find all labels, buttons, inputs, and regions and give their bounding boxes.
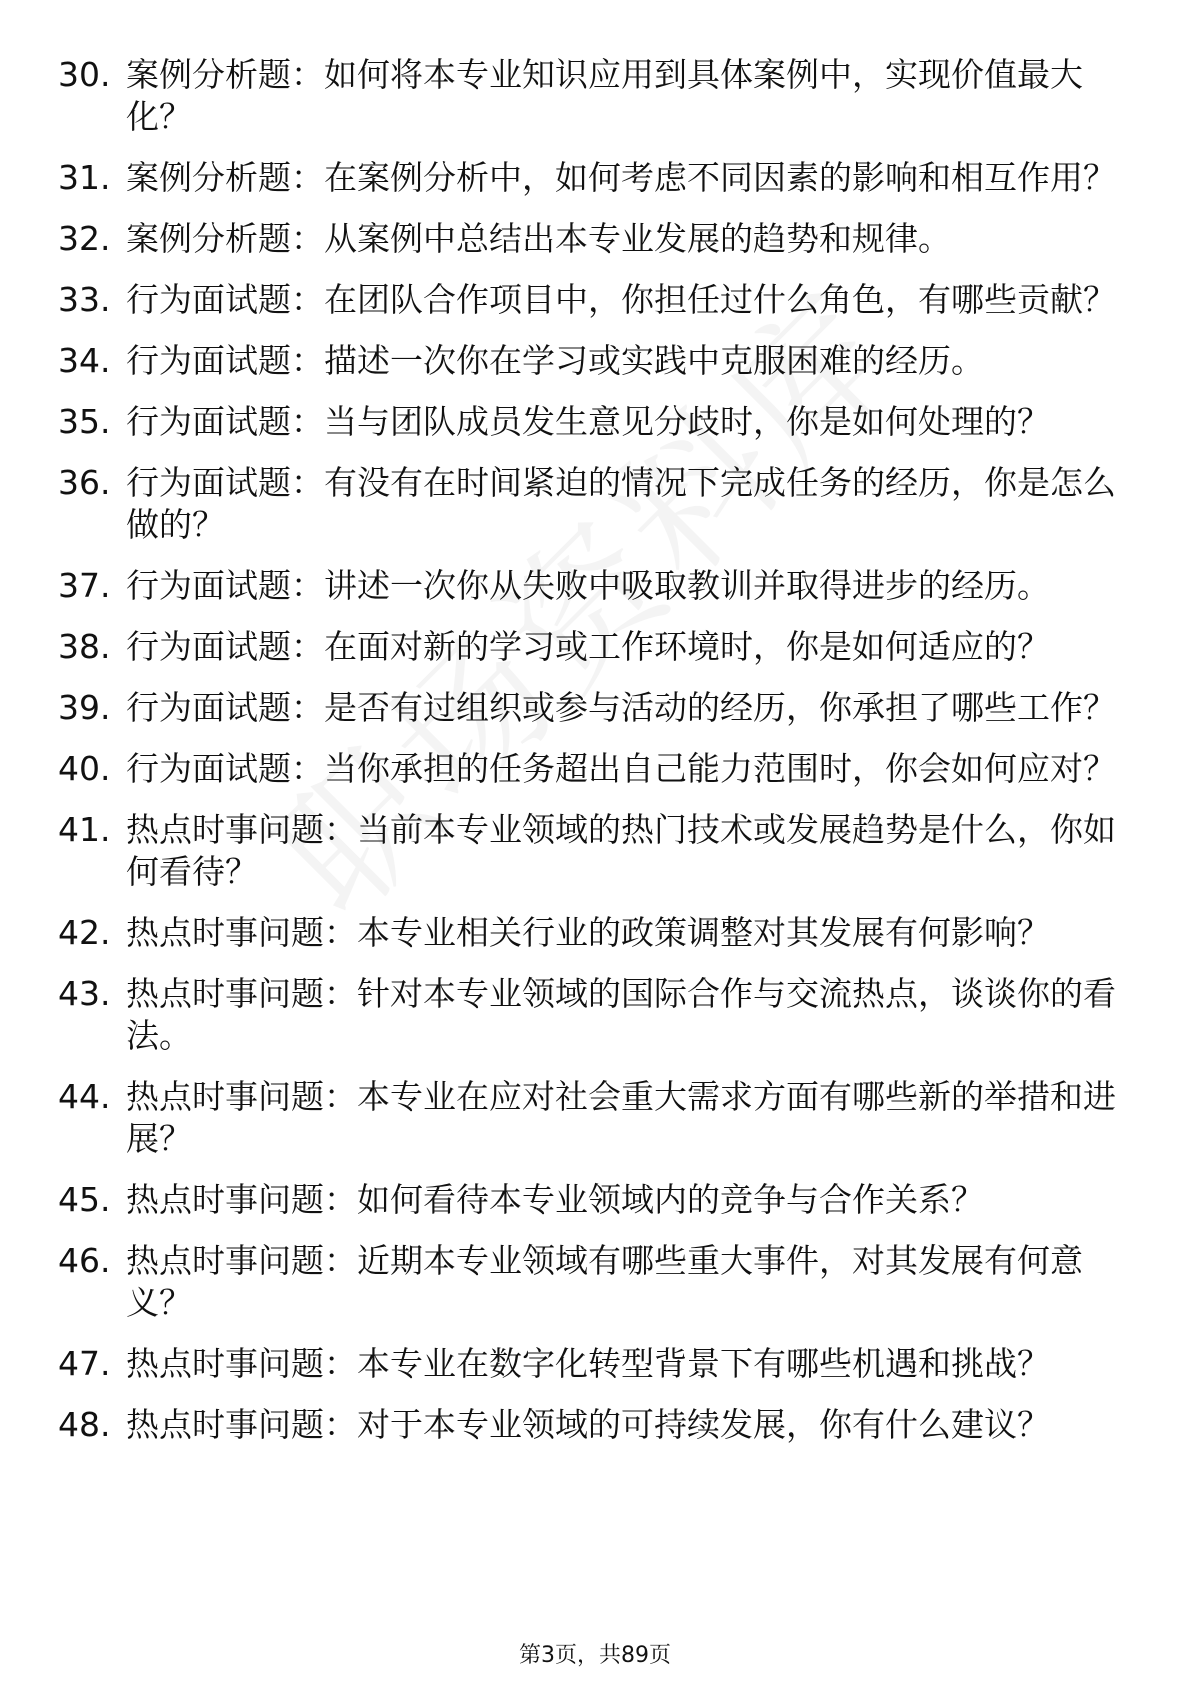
- question-number: 48.: [58, 1405, 111, 1444]
- question-item: [0, 462, 1190, 546]
- question-item: [0, 1076, 1190, 1160]
- question-number: 30.: [58, 55, 111, 94]
- question-number: 44.: [58, 1077, 111, 1116]
- question-item: [0, 54, 1190, 138]
- question-item: [0, 1179, 1190, 1221]
- question-number: 45.: [58, 1180, 111, 1219]
- question-item: [0, 687, 1190, 729]
- question-text: 案例分析题：从案例中总结出本专业发展的趋势和规律。: [126, 219, 951, 258]
- question-number: 46.: [58, 1241, 111, 1280]
- question-number: 31.: [58, 158, 111, 197]
- question-text: 行为面试题：当你承担的任务超出自己能力范围时，你会如何应对？: [126, 749, 1116, 788]
- question-item: [0, 157, 1190, 199]
- question-item: [0, 1343, 1190, 1385]
- question-item: [0, 1240, 1190, 1324]
- question-text: 热点时事问题：本专业相关行业的政策调整对其发展有何影响？: [126, 913, 1050, 952]
- question-item: [0, 626, 1190, 668]
- question-number: 33.: [58, 280, 111, 319]
- question-item: [0, 218, 1190, 260]
- question-number: 32.: [58, 219, 111, 258]
- question-number: 47.: [58, 1344, 111, 1383]
- question-list: [0, 54, 1190, 1465]
- question-number: 34.: [58, 341, 111, 380]
- question-text: 案例分析题：在案例分析中，如何考虑不同因素的影响和相互作用？: [126, 158, 1116, 197]
- question-item: [0, 912, 1190, 954]
- question-item: [0, 340, 1190, 382]
- question-item: [0, 748, 1190, 790]
- question-number: 39.: [58, 688, 111, 727]
- question-text: 热点时事问题：如何看待本专业领域内的竞争与合作关系？: [126, 1180, 984, 1219]
- question-item: [0, 565, 1190, 607]
- question-text: 行为面试题：讲述一次你从失败中吸取教训并取得进步的经历。: [126, 566, 1050, 605]
- question-number: 36.: [58, 463, 111, 502]
- question-number: 43.: [58, 974, 111, 1013]
- question-item: [0, 279, 1190, 321]
- question-item: [0, 1404, 1190, 1446]
- question-text: 行为面试题：在团队合作项目中，你担任过什么角色，有哪些贡献？: [126, 280, 1116, 319]
- question-number: 40.: [58, 749, 111, 788]
- question-text: 热点时事问题：近期本专业领域有哪些重大事件，对其发展有何意义？: [126, 1241, 1083, 1322]
- question-item: [0, 809, 1190, 893]
- question-number: 35.: [58, 402, 111, 441]
- question-number: 37.: [58, 566, 111, 605]
- question-number: 42.: [58, 913, 111, 952]
- question-text: 案例分析题：如何将本专业知识应用到具体案例中，实现价值最大化？: [126, 55, 1083, 136]
- question-text: 热点时事问题：对于本专业领域的可持续发展，你有什么建议？: [126, 1405, 1050, 1444]
- question-text: 行为面试题：描述一次你在学习或实践中克服困难的经历。: [126, 341, 984, 380]
- question-text: 行为面试题：有没有在时间紧迫的情况下完成任务的经历，你是怎么做的？: [126, 463, 1116, 544]
- question-text: 行为面试题：当与团队成员发生意见分歧时，你是如何处理的？: [126, 402, 1050, 441]
- question-text: 行为面试题：是否有过组织或参与活动的经历，你承担了哪些工作？: [126, 688, 1116, 727]
- question-number: 41.: [58, 810, 111, 849]
- question-item: [0, 401, 1190, 443]
- question-item: [0, 973, 1190, 1057]
- question-text: 热点时事问题：本专业在应对社会重大需求方面有哪些新的举措和进展？: [126, 1077, 1116, 1158]
- page-footer: 第3页，共89页: [519, 1643, 671, 1668]
- question-text: 热点时事问题：针对本专业领域的国际合作与交流热点，谈谈你的看法。: [126, 974, 1116, 1055]
- question-text: 热点时事问题：当前本专业领域的热门技术或发展趋势是什么，你如何看待？: [126, 810, 1116, 891]
- question-text: 热点时事问题：本专业在数字化转型背景下有哪些机遇和挑战？: [126, 1344, 1050, 1383]
- question-number: 38.: [58, 627, 111, 666]
- question-text: 行为面试题：在面对新的学习或工作环境时，你是如何适应的？: [126, 627, 1050, 666]
